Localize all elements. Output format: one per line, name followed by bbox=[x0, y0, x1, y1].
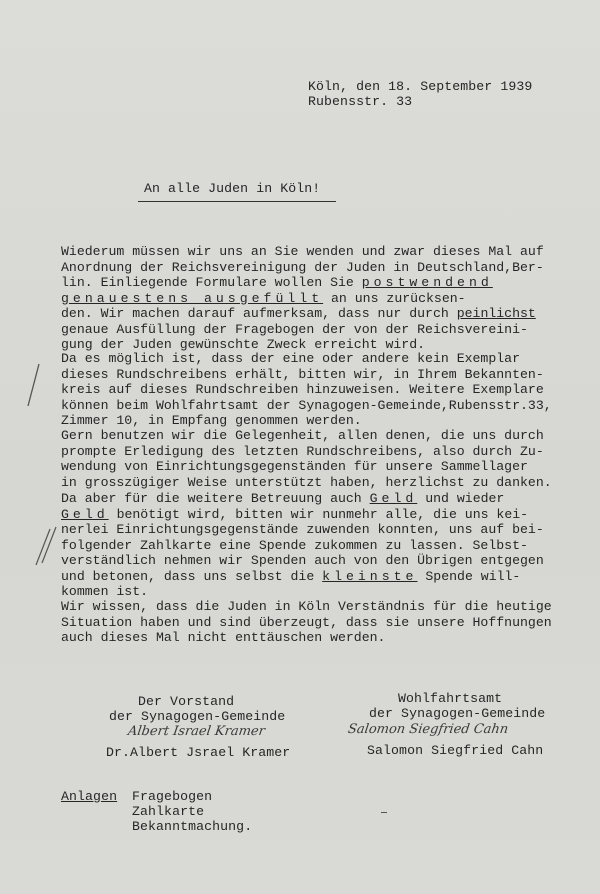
p5-line-1: Wir wissen, dass die Juden in Köln Verständnis für die heutige bbox=[61, 599, 552, 614]
emphasis-genauestens: genauestens ausgefüllt bbox=[61, 290, 324, 306]
right-handwritten-signature: Salomon Siegfried Cahn bbox=[346, 722, 510, 737]
p2-line-2: dieses Rundschreibens erhält, bitten wir, in Ihrem Bekannten- bbox=[61, 366, 544, 382]
p2-line-1: Da es möglich ist, dass der eine oder andere kein Exemplar bbox=[61, 351, 520, 366]
p1-line-7: gung der Juden gewünschte Zweck erreicht wird. bbox=[61, 337, 426, 352]
enclosures-label: Anlagen bbox=[61, 789, 118, 804]
salutation: An alle Juden in Köln! bbox=[144, 181, 321, 196]
emphasis-peinlichst: peinlichst bbox=[456, 306, 536, 321]
emphasis-postwendend: postwendend bbox=[361, 275, 493, 290]
margin-mark-2 bbox=[30, 525, 60, 569]
p4-line-4: folgender Zahlkarte eine Spende zukommen zu lassen. Selbst- bbox=[61, 537, 528, 553]
p2-line-4: können beim Wohlfahrtsamt der Synagogen-Gemeinde,Rubensstr.33, bbox=[61, 397, 552, 413]
emphasis-geld-2: Geld bbox=[61, 506, 109, 522]
emphasis-geld-1: Geld bbox=[369, 491, 418, 506]
p4-line-1: Da aber für die weitere Betreuung auch Geld und wieder bbox=[61, 491, 505, 506]
left-sig-name: Dr.Albert Jsrael Kramer bbox=[106, 745, 291, 760]
right-sig-name: Salomon Siegfried Cahn bbox=[367, 743, 544, 758]
p1-line-6: genaue Ausfüllung der Fragebogen der von der Reichsvereini- bbox=[61, 321, 528, 337]
left-sig-line1: Der Vorstand bbox=[138, 694, 235, 709]
paragraph-4 bbox=[61, 491, 544, 600]
enclosure-item-3: Bekanntmachung. bbox=[132, 819, 253, 834]
p4-line-2: Geld benötigt wird, bitten wir nunmehr alle, die uns kei- bbox=[61, 506, 529, 522]
stray-mark bbox=[381, 812, 387, 813]
p3-line-1: Gern benutzen wir die Gelegenheit, allen denen, die uns durch bbox=[61, 428, 544, 443]
left-handwritten-signature: Albert Israel Kramer bbox=[126, 724, 266, 739]
paragraph-2 bbox=[61, 351, 552, 429]
p3-line-3: wendung von Einrichtungsgegenständen für unsere Sammellager bbox=[61, 459, 528, 474]
p4-line-7: kommen ist. bbox=[61, 584, 149, 599]
p1-line-3: lin. Einliegende Formulare wollen Sie postwendend bbox=[61, 275, 493, 290]
enclosure-item-1: Fragebogen bbox=[132, 789, 213, 804]
date-line: Köln, den 18. September 1939 bbox=[308, 79, 533, 94]
paragraph-3 bbox=[61, 428, 552, 490]
paragraph-5 bbox=[61, 599, 552, 646]
p2-line-5: Zimmer 10, in Empfang genommen werden. bbox=[61, 413, 362, 428]
p1-line-2: Anordnung der Reichsvereinigung der Juden in Deutschland,Ber- bbox=[61, 259, 544, 275]
margin-mark-1 bbox=[24, 362, 44, 408]
p5-line-3: auch dieses Mal nicht enttäuschen werden. bbox=[61, 630, 386, 645]
p5-line-2: Situation haben und sind überzeugt, dass sie unsere Hoffnungen bbox=[61, 614, 552, 630]
right-sig-line1: Wohlfahrtsamt bbox=[398, 691, 503, 706]
paragraph-1 bbox=[61, 244, 544, 353]
address-line: Rubensstr. 33 bbox=[308, 94, 413, 109]
p1-line-5: den. Wir machen darauf aufmerksam, dass nur durch peinlichst bbox=[61, 306, 536, 321]
p2-line-3: kreis auf dieses Rundschreiben hinzuweisen. Weitere Exemplare bbox=[61, 382, 544, 397]
right-sig-line2: der Synagogen-Gemeinde bbox=[369, 706, 546, 721]
p4-line-6: und betonen, dass uns selbst die kleinste Spende will- bbox=[61, 568, 521, 584]
p3-line-2: prompte Erledigung des letzten Rundschreibens, also durch Zu- bbox=[61, 443, 544, 459]
p4-line-5: verständlich nehmen wir Spenden auch von den Übrigen entgegen bbox=[61, 553, 544, 568]
emphasis-kleinste: kleinste bbox=[322, 568, 418, 584]
enclosure-item-2: Zahlkarte bbox=[132, 804, 205, 819]
salutation-underline bbox=[138, 201, 336, 202]
left-sig-line2: der Synagogen-Gemeinde bbox=[109, 709, 286, 724]
p1-line-1: Wiederum müssen wir uns an Sie wenden und zwar dieses Mal auf bbox=[61, 244, 544, 259]
p4-line-3: nerlei Einrichtungsgegenstände zuwenden konnten, uns auf bei- bbox=[61, 522, 544, 537]
p1-line-4: genauestens ausgefüllt an uns zurücksen- bbox=[61, 290, 466, 306]
p3-line-4: in grosszügiger Weise unterstützt haben, herzlichst zu danken. bbox=[61, 474, 552, 490]
